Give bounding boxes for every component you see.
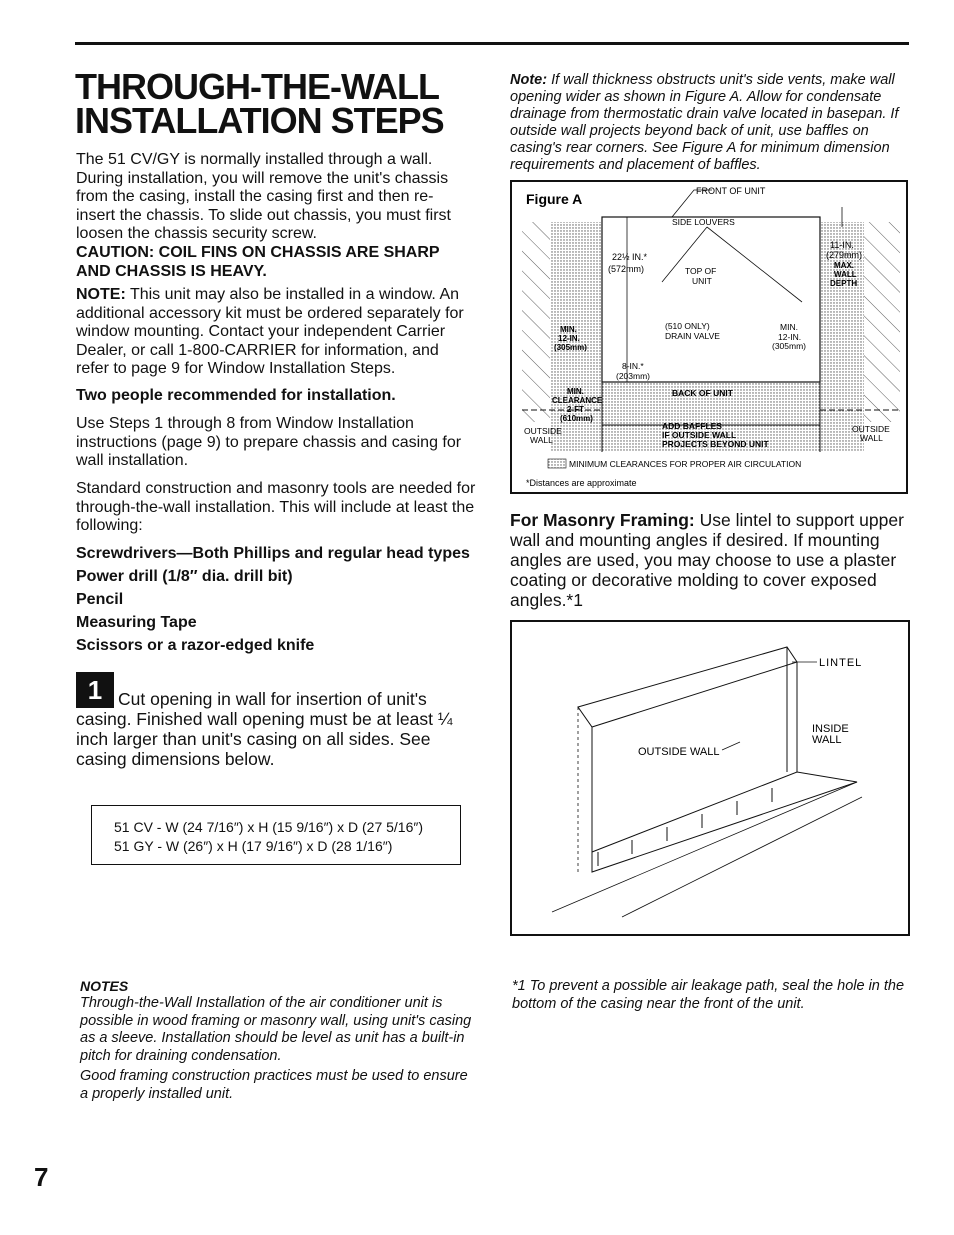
intro-paragraph: The 51 CV/GY is normally installed through a wall. During installation, you will remove the unit's chassis from the casing, install the casing first and then re-insert the chassis. To slide out chassis, you must first loosen the chassis security screw. <box>76 151 451 242</box>
dims-51cv: 51 CV - W (24 7/16″) x H (15 9/16″) x D (27 5/16″) <box>114 819 423 835</box>
sill-shape <box>592 772 857 872</box>
inside-wall-label-2: WALL <box>812 734 842 746</box>
lintel-label: LINTEL <box>819 657 863 669</box>
tool-item: Measuring Tape <box>76 614 197 631</box>
outside-wall-left-label-2: WALL <box>530 435 553 445</box>
figure-a-drawing <box>512 182 906 492</box>
outside-wall-right-label-2: WALL <box>860 433 883 443</box>
figure-b-drawing <box>512 622 908 934</box>
caution-text: CAUTION: COIL FINS ON CHASSIS ARE SHARP AND CHASSIS IS HEAVY. <box>76 244 440 280</box>
two-people-text: Two people recommended for installation. <box>76 387 396 404</box>
unit-outline <box>602 217 820 382</box>
dims-51gy: 51 GY - W (26″) x H (17 9/16″) x D (28 1/16″) <box>114 838 393 854</box>
top-rule <box>75 42 909 45</box>
figure-b <box>510 620 910 936</box>
dim-22-label: 22½ IN.* <box>612 252 648 262</box>
note-text: This unit may also be installed in a window. An additional accessory kit must be ordered separately for window mounting. Contact your independent Carrier Dealer, or call 1-800-CARRIER for information, and refer to page 9 for Window Installation Steps. <box>76 286 464 377</box>
casing-dimensions-box <box>91 805 461 865</box>
tools-intro-paragraph: Standard construction and masonry tools are needed for through-the-wall installation. This will include at least the following: <box>76 480 476 534</box>
max-wall-depth-3: DEPTH <box>830 279 858 288</box>
approximate-note: *Distances are approximate <box>526 478 637 488</box>
step1-text: Cut opening in wall for insertion of unit's casing. Finished wall opening must be at least ¼ inch larger than unit's casing on all sides. See casing dimensions below. <box>76 689 453 769</box>
side-louvers-label: SIDE LOUVERS <box>672 217 735 227</box>
right-wall-hatch <box>862 222 900 422</box>
lintel-shape <box>578 647 797 727</box>
masonry-label: For Masonry Framing: <box>510 510 695 530</box>
add-baffles-label-2: IF OUTSIDE WALL <box>662 430 737 440</box>
min-left-label-3: (305mm) <box>554 343 587 352</box>
masonry-paragraph <box>510 510 905 610</box>
front-of-unit-label: FRONT OF UNIT <box>696 186 766 196</box>
min-clearance-label-4: (610mm) <box>560 414 593 423</box>
notes-paragraph-2: Good framing construction practices must be used to ensure a properly installed unit. <box>80 1068 468 1102</box>
min-clearance-label-3: 2-FT <box>567 405 584 414</box>
dim-11-label: 11-IN. <box>830 240 854 250</box>
masonry-text: Use lintel to support upper wall and mounting angles if desired. If mounting angles are used, you may choose to use a plaster coating or decorative molding to cover exposed angles.*1 <box>510 510 904 610</box>
legend-label: MINIMUM CLEARANCES FOR PROPER AIR CIRCULATION <box>569 459 802 469</box>
outside-wall-leader <box>722 742 740 750</box>
tool-item: Screwdrivers—Both Phillips and regular head types <box>76 545 470 562</box>
max-wall-depth-1: MAX. <box>834 261 854 270</box>
dim-11-mm-label: (279mm) <box>826 250 863 260</box>
min-right-label-2: 12-IN. <box>778 332 802 342</box>
note-label: NOTE: <box>76 286 126 303</box>
drain-valve-label-2: DRAIN VALVE <box>665 331 720 341</box>
add-baffles-label-3: PROJECTS BEYOND UNIT <box>662 439 769 449</box>
tool-item: Power drill (1/8″ dia. drill bit) <box>76 568 293 585</box>
notes-paragraph-1: Through-the-Wall Installation of the air conditioner unit is possible in wood framing or masonry wall, using unit's casing as a sleeve. Installation should be level as unit has a built-in pitch for draining condensation. <box>80 995 472 1064</box>
top-of-unit-label: TOP OF <box>685 266 717 276</box>
min-right-label-1: MIN. <box>780 322 798 332</box>
right-note-paragraph <box>510 72 910 174</box>
note-paragraph <box>76 286 471 379</box>
step-number-badge: 1 <box>76 672 114 708</box>
use-steps-paragraph: Use Steps 1 through 8 from Window Installation instructions (page 9) to prepare chassis and casing for wall installation. <box>76 415 462 469</box>
right-note-text: If wall thickness obstructs unit's side vents, make wall opening wider as shown in Figure A. Allow for condensate drainage from thermostatic drain valve located in basepan. If outside wall projects beyond back of unit, use baffles on casing's rear corners. See Figure A for minimum dimension requirements and placement of baffles. <box>510 72 899 173</box>
footnote: *1 To prevent a possible air leakage path, seal the hole in the bottom of the casing near the front of the unit. <box>512 978 905 1012</box>
legend-swatch <box>548 459 566 468</box>
add-baffles-label-1: ADD BAFFLES <box>662 421 722 431</box>
title-line-1: THROUGH-THE-WALL <box>75 66 439 107</box>
min-right-label-3: (305mm) <box>772 341 807 351</box>
min-left-label-1: MIN. <box>560 325 577 334</box>
outside-wall-right-label-1: OUTSIDE <box>852 424 890 434</box>
figure-a <box>510 180 908 494</box>
floor-line-1 <box>552 782 857 912</box>
dim-8-label: 8-IN.* <box>622 361 644 371</box>
page-number: 7 <box>34 1162 49 1192</box>
max-wall-depth-2: WALL <box>834 270 857 279</box>
back-of-unit-label: BACK OF UNIT <box>672 388 733 398</box>
dim-22-mm-label: (572mm) <box>608 264 645 274</box>
top-of-unit-label-2: UNIT <box>692 276 712 286</box>
page-title <box>75 66 495 141</box>
title-line-2: INSTALLATION STEPS <box>75 100 444 141</box>
notes-heading: NOTES <box>80 978 129 994</box>
outside-wall-left-label-1: OUTSIDE <box>524 426 562 436</box>
figure-a-title: Figure A <box>526 191 583 207</box>
tool-item: Scissors or a razor-edged knife <box>76 637 315 654</box>
min-left-label-2: 12-IN. <box>558 334 580 343</box>
inside-wall-label-1: INSIDE <box>812 723 849 735</box>
dim-8-mm-label: (203mm) <box>616 371 651 381</box>
tool-item: Pencil <box>76 591 124 608</box>
outside-wall-label: OUTSIDE WALL <box>638 746 720 758</box>
drain-valve-label-1: (510 ONLY) <box>665 321 710 331</box>
right-note-label: Note: <box>510 72 548 88</box>
min-clearance-label-2: CLEARANCE <box>552 396 603 405</box>
min-clearance-label-1: MIN. <box>567 387 584 396</box>
